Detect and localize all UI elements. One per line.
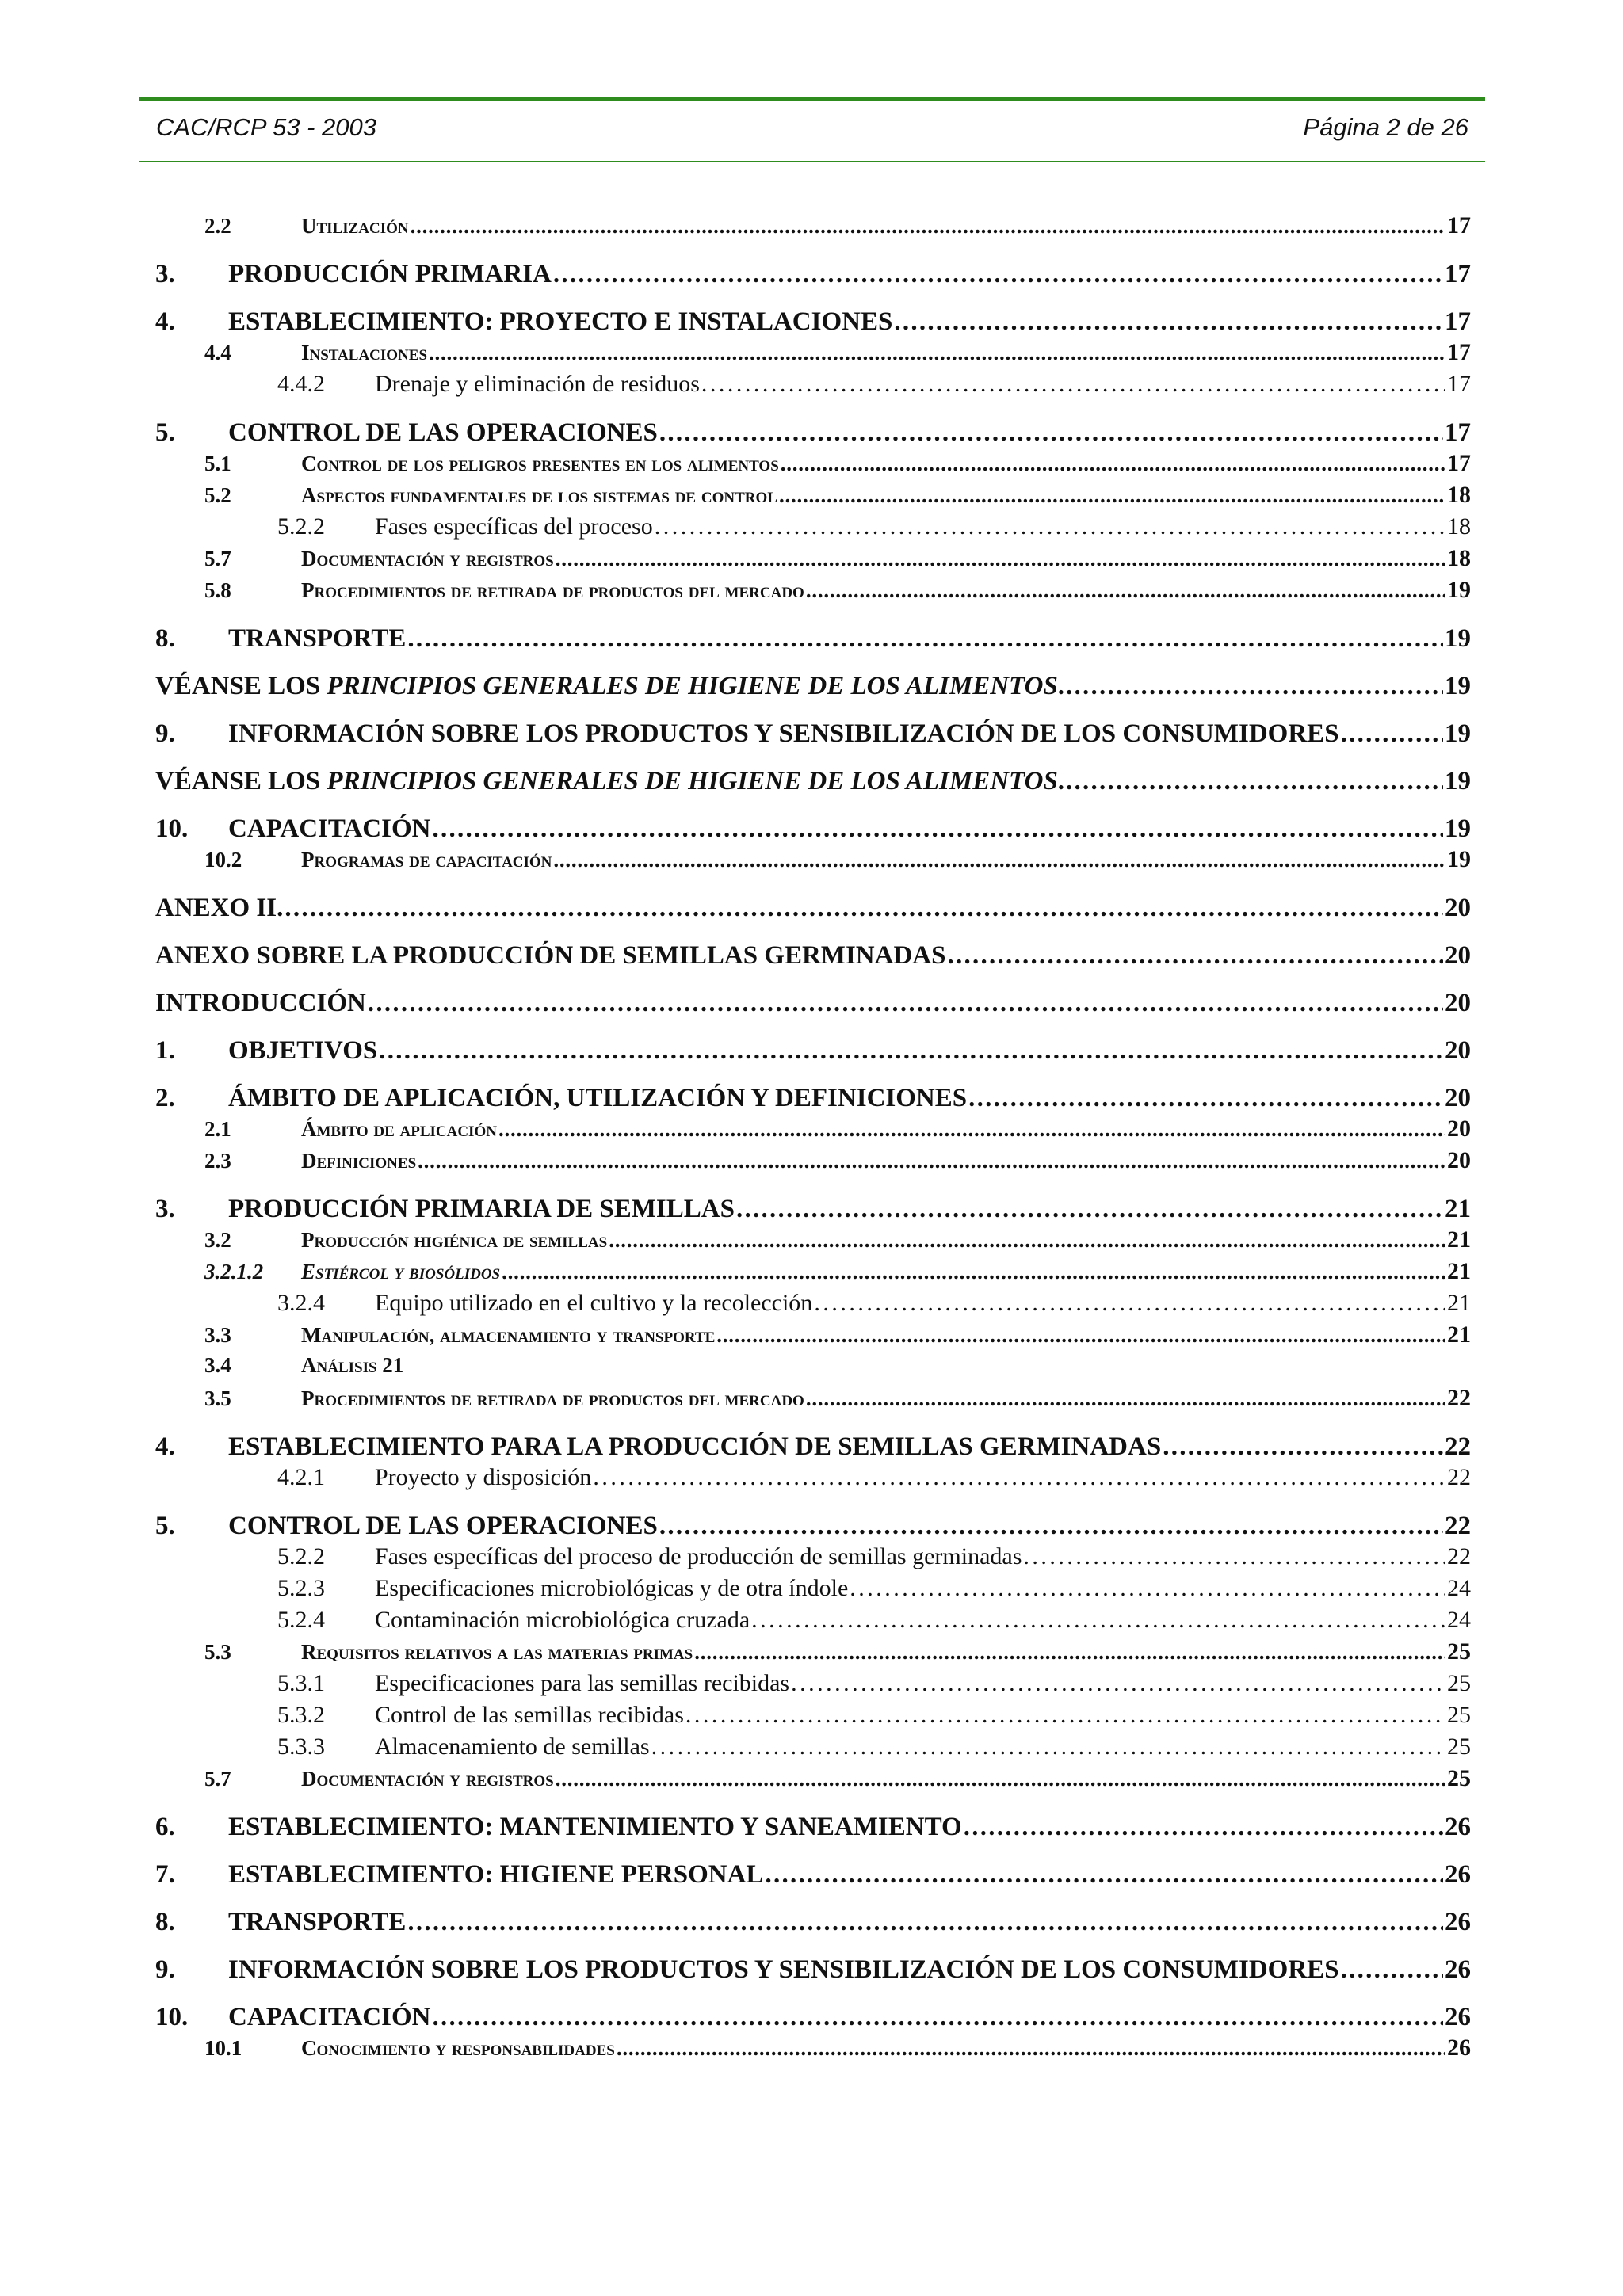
toc-entry[interactable]: 4. ESTABLECIMIENTO: PROYECTO E INSTALACIONES . . . 17 xyxy=(155,307,1471,337)
toc-entry[interactable]: 10.2 Programas de capacitación . . . 19 xyxy=(155,846,1471,873)
toc-entry[interactable]: 3. PRODUCCIÓN PRIMARIA DE SEMILLAS . . . 21 xyxy=(155,1195,1471,1224)
toc-entry[interactable]: 5.2.2 Fases específicas del proceso de producción de semillas germinadas . . . 22 xyxy=(155,1543,1471,1570)
toc-entry[interactable]: 2.1 Ámbito de aplicación . . . 20 xyxy=(155,1116,1471,1142)
toc-entry[interactable]: VÉANSE LOS PRINCIPIOS GENERALES DE HIGIENE DE LOS ALIMENTOS. . . . 19 xyxy=(155,672,1471,701)
toc-entry[interactable]: 5. CONTROL DE LAS OPERACIONES . . . 17 xyxy=(155,418,1471,448)
toc-entry[interactable]: 5.2 Aspectos fundamentales de los sistemas de control . . . 18 xyxy=(155,482,1471,509)
toc-entry[interactable]: 3.4 Análisis 21 xyxy=(204,1353,404,1377)
toc-entry[interactable]: VÉANSE LOS PRINCIPIOS GENERALES DE HIGIENE DE LOS ALIMENTOS. . . . 19 xyxy=(155,767,1471,796)
toc-entry[interactable]: 7. ESTABLECIMIENTO: HIGIENE PERSONAL . . . 26 xyxy=(155,1860,1471,1890)
toc-entry[interactable]: 5.1 Control de los peligros presentes en los alimentos . . . 17 xyxy=(155,450,1471,477)
toc-entry[interactable]: ANEXO II. . . . 20 xyxy=(155,894,1471,923)
toc-entry[interactable]: 3.2.1.2 Estiércol y biosólidos . . . 21 xyxy=(155,1258,1471,1285)
document-code: CAC/RCP 53 - 2003 xyxy=(156,113,376,141)
toc-entry[interactable]: 5.7 Documentación y registros . . . 18 xyxy=(155,545,1471,572)
toc-entry[interactable]: 5.2.4 Contaminación microbiológica cruzada . . . 24 xyxy=(155,1607,1471,1634)
toc-entry[interactable]: 4.2.1 Proyecto y disposición . . . 22 xyxy=(155,1464,1471,1491)
toc-entry[interactable]: 4.4 Instalaciones . . . 17 xyxy=(155,339,1471,366)
toc-entry[interactable]: 8. TRANSPORTE . . . 19 xyxy=(155,624,1471,654)
toc-entry[interactable]: 6. ESTABLECIMIENTO: MANTENIMIENTO Y SANEAMIENTO . . . 26 xyxy=(155,1813,1471,1842)
toc-entry[interactable]: 5. CONTROL DE LAS OPERACIONES . . . 22 xyxy=(155,1512,1471,1541)
toc-entry[interactable]: 5.8 Procedimientos de retirada de productos del mercado . . . 19 xyxy=(155,577,1471,604)
page-number: Página 2 de 26 xyxy=(1303,113,1468,141)
toc-entry[interactable]: 10. CAPACITACIÓN . . . 26 xyxy=(155,2003,1471,2032)
toc-entry[interactable]: 3.5 Procedimientos de retirada de productos del mercado . . . 22 xyxy=(155,1385,1471,1412)
toc-entry[interactable]: 8. TRANSPORTE . . . 26 xyxy=(155,1908,1471,1937)
toc-entry[interactable]: 5.7 Documentación y registros . . . 25 xyxy=(155,1765,1471,1792)
toc-entry[interactable]: 5.3.1 Especificaciones para las semillas recibidas . . . 25 xyxy=(155,1670,1471,1697)
toc-entry[interactable]: 5.2.2 Fases específicas del proceso . . . 18 xyxy=(155,513,1471,540)
toc-entry[interactable]: 9. INFORMACIÓN SOBRE LOS PRODUCTOS Y SENSIBILIZACIÓN DE LOS CONSUMIDORES . . . 26 xyxy=(155,1955,1471,1985)
toc-entry[interactable]: 2.3 Definiciones . . . 20 xyxy=(155,1147,1471,1174)
toc-entry[interactable]: 2.2 Utilización . . . 17 xyxy=(155,212,1471,239)
toc-entry[interactable]: 9. INFORMACIÓN SOBRE LOS PRODUCTOS Y SENSIBILIZACIÓN DE LOS CONSUMIDORES . . . 19 xyxy=(155,719,1471,749)
toc-entry[interactable]: 5.2.3 Especificaciones microbiológicas y de otra índole . . . 24 xyxy=(155,1575,1471,1602)
toc-entry[interactable]: 1. OBJETIVOS . . . 20 xyxy=(155,1036,1471,1066)
toc-entry[interactable]: 10. CAPACITACIÓN . . . 19 xyxy=(155,814,1471,844)
toc-entry[interactable]: 3.3 Manipulación, almacenamiento y transporte . . . 21 xyxy=(155,1322,1471,1348)
toc-entry[interactable]: 2. ÁMBITO DE APLICACIÓN, UTILIZACIÓN Y DEFINICIONES . . . 20 xyxy=(155,1084,1471,1113)
toc-entry[interactable]: 3. PRODUCCIÓN PRIMARIA . . . 17 xyxy=(155,260,1471,289)
page-header xyxy=(139,97,1485,162)
toc-entry[interactable]: 10.1 Conocimiento y responsabilidades . . . 26 xyxy=(155,2035,1471,2061)
toc-entry[interactable]: 4.4.2 Drenaje y eliminación de residuos . . . 17 xyxy=(155,371,1471,398)
toc-entry[interactable]: 5.3.3 Almacenamiento de semillas . . . 25 xyxy=(155,1733,1471,1760)
toc-entry[interactable]: 3.2 Producción higiénica de semillas . . . 21 xyxy=(155,1226,1471,1253)
toc-entry[interactable]: INTRODUCCIÓN . . . 20 xyxy=(155,989,1471,1018)
toc-entry[interactable]: 5.3 Requisitos relativos a las materias primas . . . 25 xyxy=(155,1638,1471,1665)
toc-entry[interactable]: ANEXO SOBRE LA PRODUCCIÓN DE SEMILLAS GERMINADAS . . . 20 xyxy=(155,941,1471,971)
toc-entry[interactable]: 4. ESTABLECIMIENTO PARA LA PRODUCCIÓN DE SEMILLAS GERMINADAS . . . 22 xyxy=(155,1432,1471,1462)
toc-entry[interactable]: 3.2.4 Equipo utilizado en el cultivo y la recolección . . . 21 xyxy=(155,1290,1471,1317)
toc-entry[interactable]: 5.3.2 Control de las semillas recibidas . . . 25 xyxy=(155,1702,1471,1729)
